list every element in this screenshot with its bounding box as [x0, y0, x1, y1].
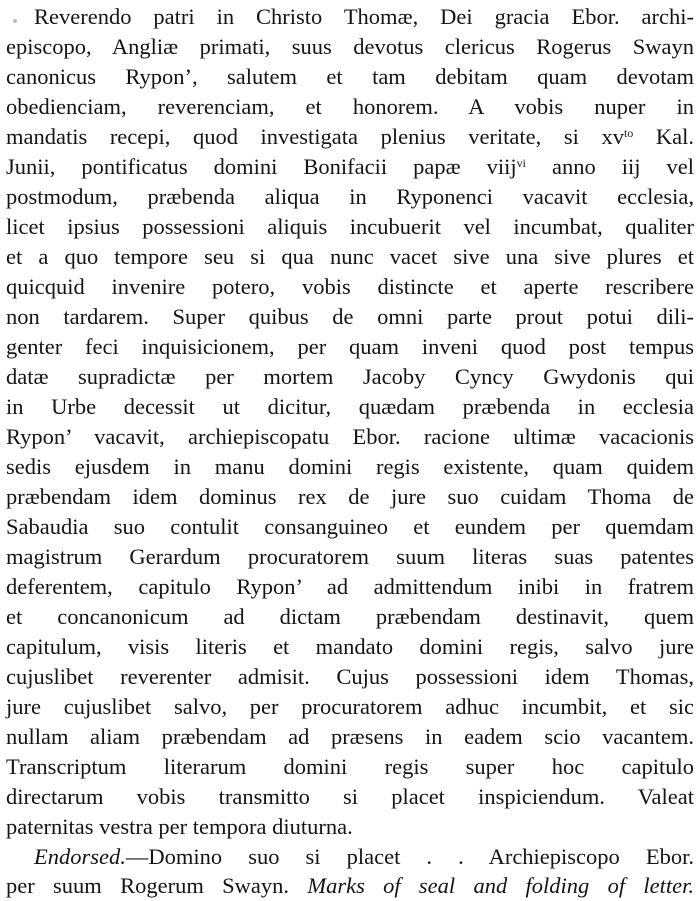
- date-numeral: xv: [601, 124, 624, 149]
- text-line: non tardarem. Super quibus de omni parte prout potui dili-: [6, 304, 694, 329]
- print-speck: [13, 19, 17, 23]
- text-line: canonicus Rypon’, salutem et tam debitam quam devotam: [6, 64, 694, 89]
- superscript-vi: vi: [516, 156, 526, 170]
- text-line: nullam aliam præbendam ad præsens in eadem scio vacantem.: [6, 724, 694, 749]
- superscript-to: to: [623, 126, 634, 140]
- endorsement-text: —Domino suo si placet . . Archiepiscopo Ebor.: [125, 844, 694, 869]
- text-line: episcopo, Angliæ primati, suus devotus clericus Rogerus Swayn: [6, 34, 694, 59]
- text-line: jure cujuslibet salvo, per procuratorem adhuc incumbit, et sic: [6, 694, 694, 719]
- text-line-body: Junii, pontificatus domini Bonifacii papæ: [6, 154, 461, 179]
- text-line-body: mandatis recepi, quod investigata plenius veritate, si: [6, 124, 579, 149]
- endorsement-note: Marks of seal and folding of letter.: [307, 873, 695, 898]
- text-line: et concanonicum ad dictam præbendam destinavit, quem: [6, 604, 694, 629]
- year-numeral: viij: [486, 154, 517, 179]
- text-line: Sabaudia suo contulit consanguineo et eundem per quemdam: [6, 514, 694, 539]
- text-line: paternitas vestra per tempora diuturna.: [6, 814, 353, 839]
- text-line: genter feci inquisicionem, per quam inveni quod post tempus: [6, 334, 694, 359]
- text-line: et a quo tempore seu si qua nunc vacet sive una sive plures et: [6, 244, 694, 269]
- endorsement-text: per suum Rogerum Swayn.: [6, 873, 290, 898]
- text-line: Reverendo patri in Christo Thomæ, Dei gracia Ebor. archi-: [34, 4, 694, 29]
- text-line: postmodum, præbenda aliqua in Ryponenci vacavit ecclesia,: [6, 184, 694, 209]
- text-line: licet ipsius possessioni aliquis incubuerit vel incumbat, qualiter: [6, 214, 694, 239]
- date-tail: Kal.: [633, 124, 694, 149]
- endorsement-line: [34, 842, 694, 872]
- text-line: Rypon’ vacavit, archiepiscopatu Ebor. racione ultimæ vacacionis: [6, 424, 694, 449]
- text-line: quicquid invenire potero, vobis distincte et aperte rescribere: [6, 274, 694, 299]
- text-line: magistrum Gerardum procuratorem suum literas suas patentes: [6, 544, 694, 569]
- text-line: capitulum, visis literis et mandato domini regis, salvo jure: [6, 634, 694, 659]
- endorsement-label: Endorsed.: [34, 844, 126, 869]
- text-line: Transcriptum literarum domini regis super hoc capitulo: [6, 754, 694, 779]
- text-line: [6, 122, 694, 152]
- text-line: cujuslibet reverenter admisit. Cujus possessioni idem Thomas,: [6, 664, 694, 689]
- text-line: [6, 152, 694, 182]
- text-line: sedis ejusdem in manu domini regis existente, quam quidem: [6, 454, 694, 479]
- endorsement-line: [6, 871, 694, 901]
- year-tail: anno iij vel: [526, 154, 695, 179]
- text-line: obedienciam, reverenciam, et honorem. A vobis nuper in: [6, 94, 694, 119]
- text-line: directarum vobis transmitto si placet inspiciendum. Valeat: [6, 784, 694, 809]
- text-line: præbendam idem dominus rex de jure suo cuidam Thoma de: [6, 484, 694, 509]
- text-line: in Urbe decessit ut dicitur, quædam præbenda in ecclesia: [6, 394, 694, 419]
- text-line: datæ supradictæ per mortem Jacoby Cyncy Gwydonis qui: [6, 364, 694, 389]
- text-line: deferentem, capitulo Rypon’ ad admittendum inibi in fratrem: [6, 574, 694, 599]
